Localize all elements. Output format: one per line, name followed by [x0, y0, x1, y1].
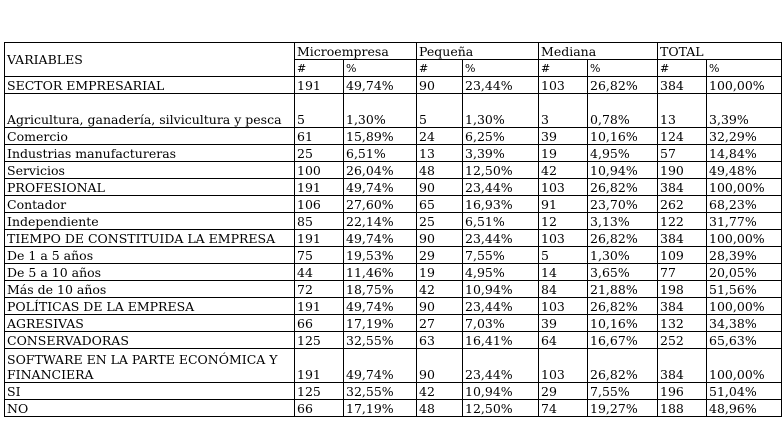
count-cell: 252	[658, 332, 707, 349]
count-cell: 262	[658, 196, 707, 213]
count-cell: 84	[539, 281, 588, 298]
percent-cell: 34,38%	[707, 315, 782, 332]
percent-cell: 10,94%	[588, 162, 658, 179]
percent-cell: 3,65%	[588, 264, 658, 281]
percent-cell: 3,39%	[707, 94, 782, 128]
subheader-percent: %	[463, 60, 539, 77]
count-cell: 384	[658, 77, 707, 94]
count-cell: 27	[417, 315, 463, 332]
count-cell: 190	[658, 162, 707, 179]
percent-cell: 51,56%	[707, 281, 782, 298]
percent-cell: 68,23%	[707, 196, 782, 213]
count-cell: 24	[417, 128, 463, 145]
count-cell: 90	[417, 179, 463, 196]
count-cell: 29	[539, 383, 588, 400]
percent-cell: 26,82%	[588, 230, 658, 247]
row-label: CONSERVADORAS	[5, 332, 295, 349]
percent-cell: 16,41%	[463, 332, 539, 349]
row-label: AGRESIVAS	[5, 315, 295, 332]
table-row	[5, 213, 782, 230]
count-cell: 191	[295, 77, 344, 94]
percent-cell: 100,00%	[707, 230, 782, 247]
group-header-mediana: Mediana	[539, 43, 658, 60]
count-cell: 125	[295, 383, 344, 400]
count-cell: 103	[539, 298, 588, 315]
percent-cell: 22,14%	[344, 213, 417, 230]
percent-cell: 1,30%	[463, 94, 539, 128]
subheader-count: #	[295, 60, 344, 77]
count-cell: 384	[658, 349, 707, 383]
percent-cell: 49,74%	[344, 77, 417, 94]
percent-cell: 6,25%	[463, 128, 539, 145]
percent-cell: 49,74%	[344, 230, 417, 247]
table-row	[5, 162, 782, 179]
row-label: De 1 a 5 años	[5, 247, 295, 264]
count-cell: 384	[658, 179, 707, 196]
percent-cell: 19,27%	[588, 400, 658, 417]
count-cell: 100	[295, 162, 344, 179]
row-label: Industrias manufactureras	[5, 145, 295, 162]
count-cell: 14	[539, 264, 588, 281]
percent-cell: 17,19%	[344, 400, 417, 417]
row-label: Comercio	[5, 128, 295, 145]
count-cell: 72	[295, 281, 344, 298]
subheader-percent: %	[588, 60, 658, 77]
count-cell: 25	[417, 213, 463, 230]
table-row	[5, 383, 782, 400]
percent-cell: 51,04%	[707, 383, 782, 400]
count-cell: 132	[658, 315, 707, 332]
percent-cell: 12,50%	[463, 162, 539, 179]
count-cell: 103	[539, 349, 588, 383]
percent-cell: 7,03%	[463, 315, 539, 332]
percent-cell: 10,94%	[463, 383, 539, 400]
subheader-count: #	[417, 60, 463, 77]
row-label: TIEMPO DE CONSTITUIDA LA EMPRESA	[5, 230, 295, 247]
table-row	[5, 94, 782, 128]
count-cell: 5	[417, 94, 463, 128]
subheader-percent: %	[344, 60, 417, 77]
count-cell: 19	[539, 145, 588, 162]
count-cell: 106	[295, 196, 344, 213]
count-cell: 103	[539, 230, 588, 247]
percent-cell: 10,16%	[588, 128, 658, 145]
row-label: PROFESIONAL	[5, 179, 295, 196]
percent-cell: 65,63%	[707, 332, 782, 349]
percent-cell: 32,55%	[344, 383, 417, 400]
table-row	[5, 145, 782, 162]
percent-cell: 15,89%	[344, 128, 417, 145]
count-cell: 384	[658, 298, 707, 315]
count-cell: 90	[417, 298, 463, 315]
count-cell: 12	[539, 213, 588, 230]
count-cell: 125	[295, 332, 344, 349]
count-cell: 65	[417, 196, 463, 213]
count-cell: 109	[658, 247, 707, 264]
count-cell: 124	[658, 128, 707, 145]
count-cell: 103	[539, 77, 588, 94]
percent-cell: 26,82%	[588, 77, 658, 94]
percent-cell: 10,94%	[463, 281, 539, 298]
row-label: POLÍTICAS DE LA EMPRESA	[5, 298, 295, 315]
count-cell: 198	[658, 281, 707, 298]
percent-cell: 23,44%	[463, 349, 539, 383]
count-cell: 63	[417, 332, 463, 349]
percent-cell: 100,00%	[707, 77, 782, 94]
group-header-pequena: Pequeña	[417, 43, 539, 60]
variables-header: VARIABLES	[5, 43, 295, 77]
table-row	[5, 128, 782, 145]
subheader-count: #	[539, 60, 588, 77]
percent-cell: 3,39%	[463, 145, 539, 162]
row-label: SECTOR EMPRESARIAL	[5, 77, 295, 94]
table-row	[5, 298, 782, 315]
percent-cell: 6,51%	[344, 145, 417, 162]
count-cell: 19	[417, 264, 463, 281]
count-cell: 29	[417, 247, 463, 264]
count-cell: 13	[417, 145, 463, 162]
percent-cell: 23,70%	[588, 196, 658, 213]
count-cell: 191	[295, 179, 344, 196]
percent-cell: 4,95%	[588, 145, 658, 162]
count-cell: 75	[295, 247, 344, 264]
count-cell: 66	[295, 400, 344, 417]
percent-cell: 0,78%	[588, 94, 658, 128]
count-cell: 103	[539, 179, 588, 196]
percent-cell: 1,30%	[588, 247, 658, 264]
row-label: Independiente	[5, 213, 295, 230]
count-cell: 77	[658, 264, 707, 281]
percent-cell: 27,60%	[344, 196, 417, 213]
percent-cell: 31,77%	[707, 213, 782, 230]
count-cell: 188	[658, 400, 707, 417]
table-row	[5, 349, 782, 383]
count-cell: 191	[295, 349, 344, 383]
count-cell: 66	[295, 315, 344, 332]
count-cell: 90	[417, 230, 463, 247]
percent-cell: 16,67%	[588, 332, 658, 349]
group-header-microempresa: Microempresa	[295, 43, 417, 60]
percent-cell: 26,04%	[344, 162, 417, 179]
percent-cell: 14,84%	[707, 145, 782, 162]
percent-cell: 48,96%	[707, 400, 782, 417]
percent-cell: 49,48%	[707, 162, 782, 179]
percent-cell: 26,82%	[588, 179, 658, 196]
group-header-total: TOTAL	[658, 43, 782, 60]
results-table	[4, 42, 782, 417]
count-cell: 384	[658, 230, 707, 247]
percent-cell: 28,39%	[707, 247, 782, 264]
count-cell: 13	[658, 94, 707, 128]
count-cell: 191	[295, 230, 344, 247]
count-cell: 42	[417, 383, 463, 400]
percent-cell: 26,82%	[588, 298, 658, 315]
count-cell: 25	[295, 145, 344, 162]
percent-cell: 32,29%	[707, 128, 782, 145]
table-row	[5, 281, 782, 298]
percent-cell: 7,55%	[463, 247, 539, 264]
percent-cell: 32,55%	[344, 332, 417, 349]
count-cell: 3	[539, 94, 588, 128]
count-cell: 74	[539, 400, 588, 417]
count-cell: 90	[417, 349, 463, 383]
count-cell: 39	[539, 128, 588, 145]
table-row	[5, 179, 782, 196]
count-cell: 42	[539, 162, 588, 179]
count-cell: 61	[295, 128, 344, 145]
table-row	[5, 400, 782, 417]
count-cell: 64	[539, 332, 588, 349]
count-cell: 122	[658, 213, 707, 230]
percent-cell: 7,55%	[588, 383, 658, 400]
percent-cell: 17,19%	[344, 315, 417, 332]
percent-cell: 23,44%	[463, 179, 539, 196]
count-cell: 48	[417, 162, 463, 179]
header-row-groups	[5, 43, 782, 60]
percent-cell: 49,74%	[344, 298, 417, 315]
row-label: SI	[5, 383, 295, 400]
row-label: NO	[5, 400, 295, 417]
percent-cell: 49,74%	[344, 349, 417, 383]
count-cell: 191	[295, 298, 344, 315]
percent-cell: 1,30%	[344, 94, 417, 128]
percent-cell: 11,46%	[344, 264, 417, 281]
count-cell: 91	[539, 196, 588, 213]
table-row	[5, 77, 782, 94]
table-row	[5, 315, 782, 332]
percent-cell: 18,75%	[344, 281, 417, 298]
percent-cell: 23,44%	[463, 230, 539, 247]
percent-cell: 12,50%	[463, 400, 539, 417]
percent-cell: 23,44%	[463, 77, 539, 94]
count-cell: 48	[417, 400, 463, 417]
table-row	[5, 247, 782, 264]
row-label: De 5 a 10 años	[5, 264, 295, 281]
table-row	[5, 196, 782, 213]
row-label: Contador	[5, 196, 295, 213]
table-row	[5, 230, 782, 247]
percent-cell: 100,00%	[707, 179, 782, 196]
row-label: SOFTWARE EN LA PARTE ECONÓMICA Y FINANCIERA	[5, 349, 295, 383]
percent-cell: 49,74%	[344, 179, 417, 196]
percent-cell: 16,93%	[463, 196, 539, 213]
count-cell: 5	[295, 94, 344, 128]
percent-cell: 19,53%	[344, 247, 417, 264]
percent-cell: 100,00%	[707, 298, 782, 315]
row-label: Servicios	[5, 162, 295, 179]
table-row	[5, 264, 782, 281]
percent-cell: 23,44%	[463, 298, 539, 315]
percent-cell: 3,13%	[588, 213, 658, 230]
percent-cell: 100,00%	[707, 349, 782, 383]
percent-cell: 20,05%	[707, 264, 782, 281]
percent-cell: 26,82%	[588, 349, 658, 383]
count-cell: 42	[417, 281, 463, 298]
count-cell: 5	[539, 247, 588, 264]
table-row	[5, 332, 782, 349]
subheader-count: #	[658, 60, 707, 77]
row-label: Agricultura, ganadería, silvicultura y pesca	[5, 94, 295, 128]
count-cell: 196	[658, 383, 707, 400]
count-cell: 85	[295, 213, 344, 230]
count-cell: 90	[417, 77, 463, 94]
count-cell: 57	[658, 145, 707, 162]
percent-cell: 21,88%	[588, 281, 658, 298]
subheader-percent: %	[707, 60, 782, 77]
count-cell: 39	[539, 315, 588, 332]
percent-cell: 10,16%	[588, 315, 658, 332]
count-cell: 44	[295, 264, 344, 281]
percent-cell: 4,95%	[463, 264, 539, 281]
percent-cell: 6,51%	[463, 213, 539, 230]
row-label: Más de 10 años	[5, 281, 295, 298]
